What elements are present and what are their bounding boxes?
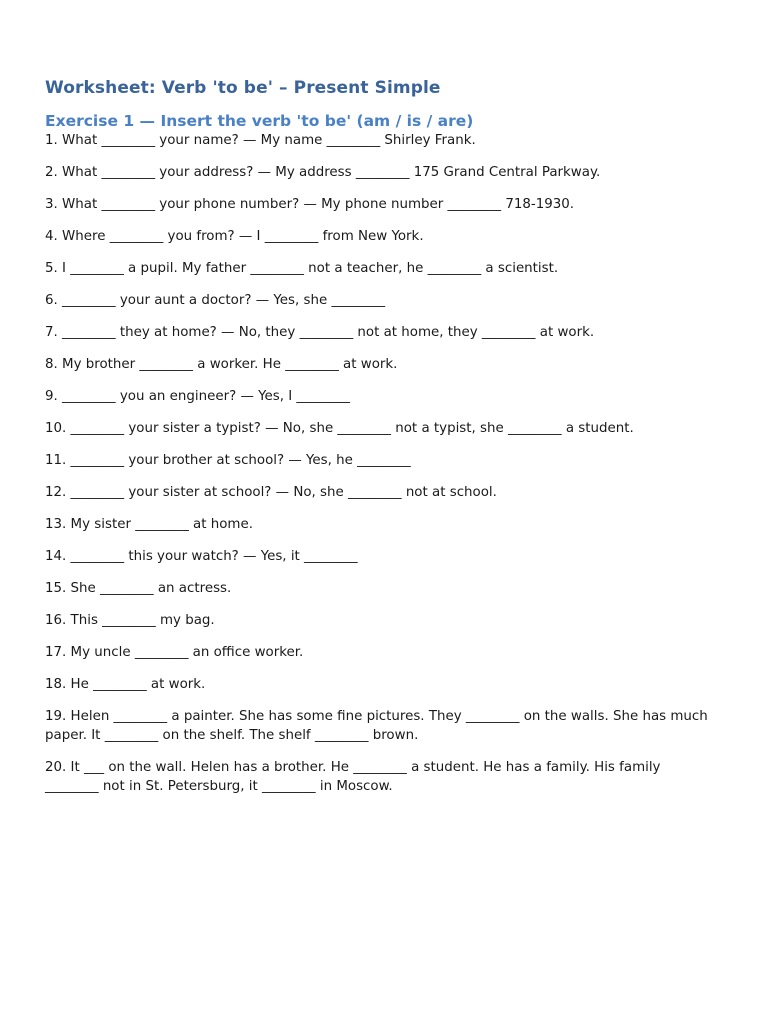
exercise-item-8: 8. My brother ________ a worker. He ________ at work. — [45, 357, 398, 372]
exercise-item-16: 16. This ________ my bag. — [45, 613, 215, 628]
exercise-item-5: 5. I ________ a pupil. My father ________ not a teacher, he ________ a scientist. — [45, 261, 559, 276]
exercise-list — [45, 131, 723, 796]
exercise-item-11: 11. ________ your brother at school? — Yes, he ________ — [45, 453, 411, 468]
exercise-item-15: 15. She ________ an actress. — [45, 581, 232, 596]
exercise-item-9: 9. ________ you an engineer? — Yes, I ________ — [45, 389, 350, 404]
exercise-item-14: 14. ________ this your watch? — Yes, it ________ — [45, 549, 358, 564]
exercise-item-1: 1. What ________ your name? — My name ________ Shirley Frank. — [45, 133, 476, 148]
exercise-item-2: 2. What ________ your address? — My address ________ 175 Grand Central Parkway. — [45, 165, 601, 180]
exercise-item-17: 17. My uncle ________ an office worker. — [45, 645, 304, 660]
exercise-item-10: 10. ________ your sister a typist? — No, she ________ not a typist, she ________ a student. — [45, 421, 634, 436]
exercise-item-20: 20. It ___ on the wall. Helen has a brother. He ________ a student. He has a family. His family ________ not in St. Petersburg, it ________ in Moscow. — [45, 760, 661, 794]
exercise-item-12: 12. ________ your sister at school? — No, she ________ not at school. — [45, 485, 497, 500]
exercise-item-6: 6. ________ your aunt a doctor? — Yes, she ________ — [45, 293, 386, 308]
exercise-item-7: 7. ________ they at home? — No, they ________ not at home, they ________ at work. — [45, 325, 595, 340]
exercise-title: Exercise 1 — Insert the verb 'to be' (am / is / are) — [45, 112, 474, 130]
exercise-item-19: 19. Helen ________ a painter. She has some fine pictures. They ________ on the walls. She has much paper. It ________ on the shelf. The shelf ________ brown. — [45, 709, 708, 743]
exercise-item-3: 3. What ________ your phone number? — My phone number ________ 718-1930. — [45, 197, 575, 212]
exercise-item-18: 18. He ________ at work. — [45, 677, 206, 692]
page-title: Worksheet: Verb 'to be' – Present Simple — [45, 78, 441, 98]
exercise-item-4: 4. Where ________ you from? — I ________ from New York. — [45, 229, 424, 244]
exercise-item-13: 13. My sister ________ at home. — [45, 517, 253, 532]
